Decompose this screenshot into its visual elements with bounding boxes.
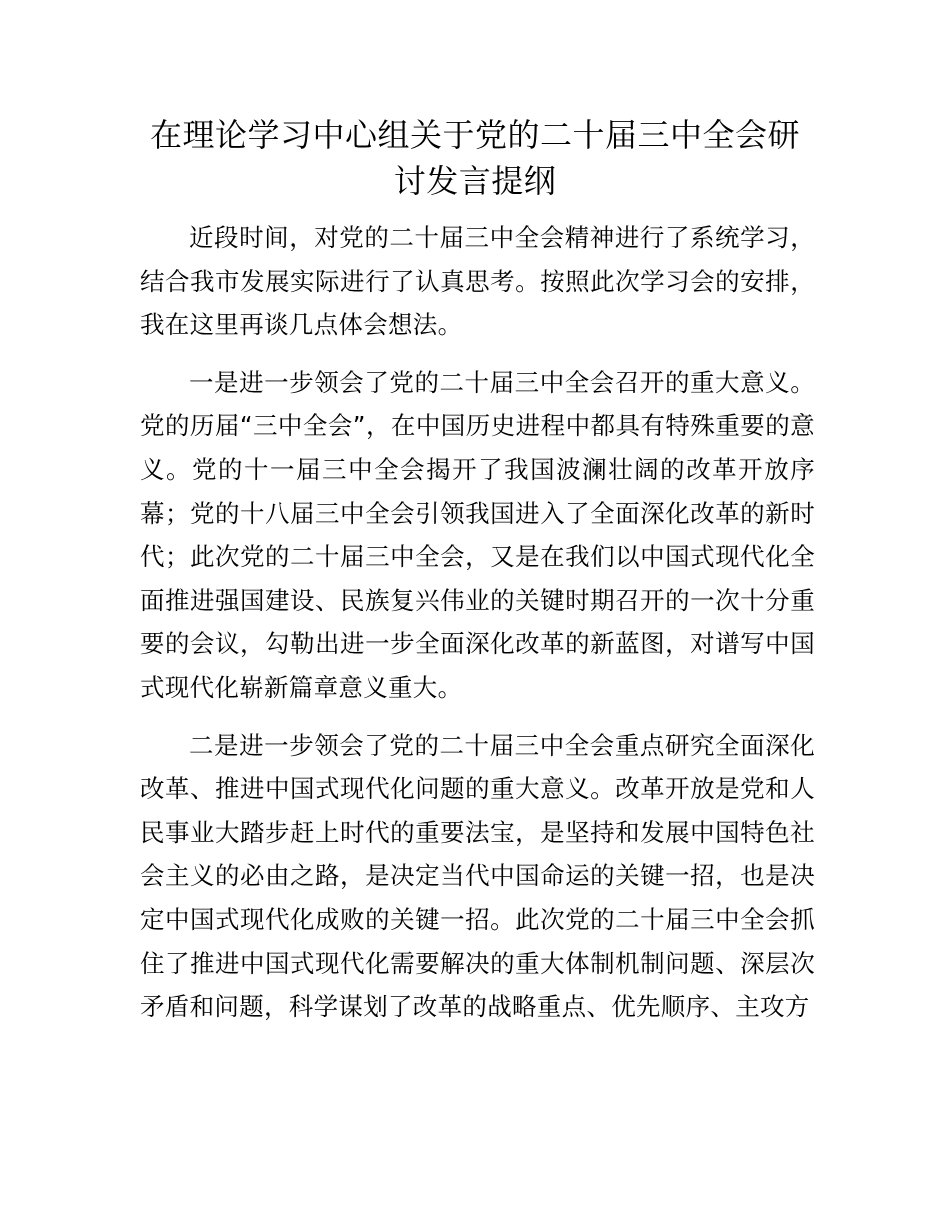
- paragraph-point-one: 一是进一步领会了党的二十届三中全会召开的重大意义。党的历届“三中全会”，在中国历史进程中都具有特殊重要的意义。党的十一届三中全会揭开了我国波澜壮阔的改革开放序幕；党的十八届三中全会引领我国进入了全面深化改革的新时代；此次党的二十届三中全会，又是在我们以中国式现代化全面推进强国建设、民族复兴伟业的关键时期召开的一次十分重要的会议，勾勒出进一步全面深化改革的新蓝图，对谱写中国式现代化崭新篇章意义重大。: [140, 367, 815, 702]
- document-title: 在理论学习中心组关于党的二十届三中全会研讨发言提纲: [149, 116, 800, 200]
- paragraph-intro: 近段时间，对党的二十届三中全会精神进行了系统学习，结合我市发展实际进行了认真思考。按照此次学习会的安排，我在这里再谈几点体会想法。: [140, 223, 815, 340]
- paragraph-point-two: 二是进一步领会了党的二十届三中全会重点研究全面深化改革、推进中国式现代化问题的重大意义。改革开放是党和人民事业大踏步赶上时代的重要法宝，是坚持和发展中国特色社会主义的必由之路，是决定当代中国命运的关键一招，也是决定中国式现代化成败的关键一招。此次党的二十届三中全会抓住了推进中国式现代化需要解决的重大体制机制问题、深层次矛盾和问题，科学谋划了改革的战略重点、优先顺序、主攻方: [140, 730, 815, 1022]
- document-body: [140, 216, 815, 1043]
